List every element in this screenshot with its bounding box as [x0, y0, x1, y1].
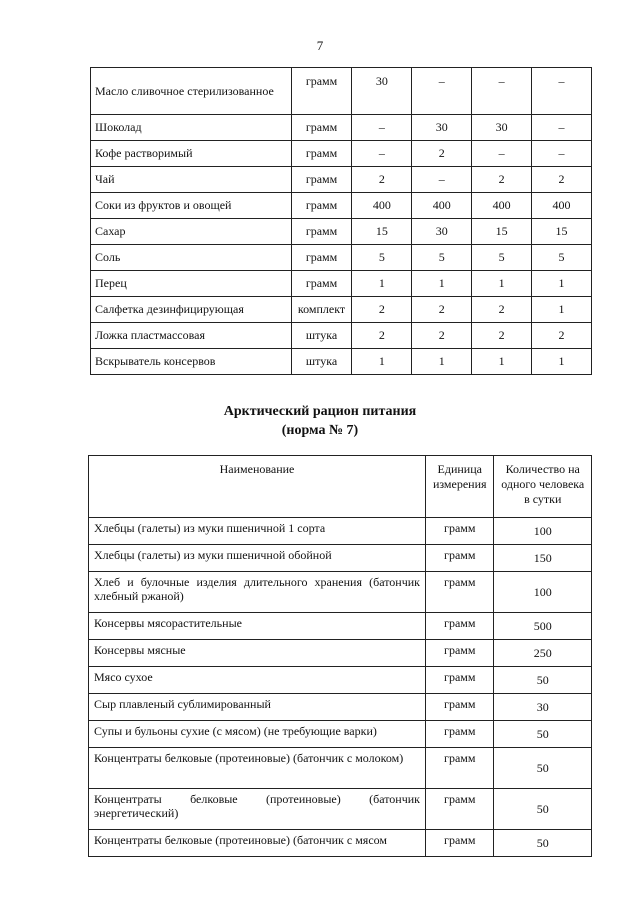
item-quantity: 2 [352, 167, 412, 193]
table-row [91, 349, 592, 375]
table-row [89, 748, 592, 789]
item-quantity: 100 [494, 518, 592, 545]
item-quantity: 5 [412, 245, 472, 271]
item-quantity: 1 [352, 271, 412, 297]
item-quantity: 2 [412, 297, 472, 323]
item-unit: штука [291, 323, 352, 349]
header-qty: Количество на одного человека в сутки [494, 456, 592, 518]
item-quantity: 15 [352, 219, 412, 245]
item-quantity: 2 [472, 167, 532, 193]
item-quantity: 5 [472, 245, 532, 271]
item-name: Салфетка дезинфицирующая [91, 297, 292, 323]
item-quantity: 400 [532, 193, 592, 219]
item-quantity: 2 [352, 323, 412, 349]
item-quantity: 15 [472, 219, 532, 245]
item-unit: грамм [426, 721, 494, 748]
item-quantity: 400 [412, 193, 472, 219]
item-unit: грамм [291, 68, 352, 115]
arctic-ration-table [88, 455, 592, 857]
provisions-table-continued [90, 67, 592, 375]
item-quantity: – [352, 115, 412, 141]
item-quantity: 1 [532, 349, 592, 375]
table-row [91, 141, 592, 167]
item-quantity: 50 [494, 721, 592, 748]
item-unit: грамм [426, 640, 494, 667]
table-row [89, 640, 592, 667]
header-unit: Единица измерения [426, 456, 494, 518]
item-name: Вскрыватель консервов [91, 349, 292, 375]
table-row [91, 323, 592, 349]
item-name: Супы и бульоны сухие (с мясом) (не требующие варки) [89, 721, 426, 748]
table-row [89, 572, 592, 613]
item-quantity: 1 [472, 349, 532, 375]
item-quantity: 1 [412, 271, 472, 297]
item-quantity: 2 [412, 141, 472, 167]
item-name: Соки из фруктов и овощей [91, 193, 292, 219]
item-quantity: 400 [472, 193, 532, 219]
heading-norm-number: (норма № 7) [281, 423, 359, 438]
item-name: Концентраты белковые (протеиновые) (батончик с молоком) [89, 748, 426, 789]
table-row [91, 245, 592, 271]
section-heading [0, 402, 640, 440]
table-row [89, 789, 592, 830]
item-name: Мясо сухое [89, 667, 426, 694]
item-unit: грамм [426, 789, 494, 830]
item-unit: грамм [291, 167, 352, 193]
table-header-row [89, 456, 592, 518]
item-unit: грамм [426, 694, 494, 721]
item-quantity: 500 [494, 613, 592, 640]
item-quantity: 2 [532, 167, 592, 193]
table-row [89, 694, 592, 721]
item-quantity: 2 [472, 323, 532, 349]
item-quantity: 30 [412, 219, 472, 245]
item-unit: грамм [291, 141, 352, 167]
heading-title: Арктический рацион питания [223, 404, 417, 419]
item-name: Кофе растворимый [91, 141, 292, 167]
table-row [91, 193, 592, 219]
item-name: Чай [91, 167, 292, 193]
item-quantity: 2 [532, 323, 592, 349]
item-name: Концентраты белковые (протеиновые) (батончик с мясом [89, 830, 426, 857]
table-row [89, 613, 592, 640]
item-name: Консервы мясные [89, 640, 426, 667]
table-row [89, 667, 592, 694]
item-unit: грамм [291, 115, 352, 141]
item-unit: штука [291, 349, 352, 375]
item-quantity: 5 [532, 245, 592, 271]
item-name: Хлеб и булочные изделия длительного хранения (батончик хлебный ржаной) [89, 572, 426, 613]
item-quantity: 100 [494, 572, 592, 613]
item-name: Масло сливочное стерилизованное [91, 68, 292, 115]
item-quantity: 1 [352, 349, 412, 375]
item-quantity: 50 [494, 830, 592, 857]
table-row [89, 518, 592, 545]
item-name: Хлебцы (галеты) из муки пшеничной 1 сорта [89, 518, 426, 545]
item-quantity: 30 [494, 694, 592, 721]
item-unit: грамм [426, 830, 494, 857]
item-quantity: 50 [494, 789, 592, 830]
item-quantity: 5 [352, 245, 412, 271]
item-name: Ложка пластмассовая [91, 323, 292, 349]
item-unit: комплект [291, 297, 352, 323]
table-row [91, 167, 592, 193]
item-quantity: 1 [532, 271, 592, 297]
item-quantity: 30 [412, 115, 472, 141]
item-quantity: 2 [352, 297, 412, 323]
item-quantity: 1 [472, 271, 532, 297]
item-quantity: – [532, 115, 592, 141]
item-quantity: 2 [472, 297, 532, 323]
item-unit: грамм [426, 667, 494, 694]
table-row [91, 68, 592, 115]
item-quantity: – [412, 68, 472, 115]
item-quantity: – [532, 141, 592, 167]
table-row [91, 271, 592, 297]
item-quantity: 150 [494, 545, 592, 572]
item-quantity: 2 [412, 323, 472, 349]
item-quantity: 400 [352, 193, 412, 219]
item-name: Шоколад [91, 115, 292, 141]
page-number: 7 [316, 38, 324, 53]
table-row [91, 297, 592, 323]
item-name: Сыр плавленый сублимированный [89, 694, 426, 721]
item-quantity: – [472, 68, 532, 115]
table-row [89, 830, 592, 857]
item-unit: грамм [426, 748, 494, 789]
item-quantity: 50 [494, 748, 592, 789]
item-quantity: 250 [494, 640, 592, 667]
table-row [89, 545, 592, 572]
item-name: Концентраты белковые (протеиновые) (батончик энергетический) [89, 789, 426, 830]
item-unit: грамм [291, 245, 352, 271]
item-name: Перец [91, 271, 292, 297]
item-unit: грамм [291, 193, 352, 219]
item-quantity: – [412, 167, 472, 193]
item-unit: грамм [291, 271, 352, 297]
item-unit: грамм [426, 518, 494, 545]
item-name: Консервы мясорастительные [89, 613, 426, 640]
table-row [89, 721, 592, 748]
item-unit: грамм [426, 613, 494, 640]
item-quantity: – [352, 141, 412, 167]
item-name: Сахар [91, 219, 292, 245]
table-row [91, 219, 592, 245]
item-quantity: 1 [532, 297, 592, 323]
item-quantity: 50 [494, 667, 592, 694]
item-quantity: – [472, 141, 532, 167]
header-name: Наименование [89, 456, 426, 518]
item-name: Соль [91, 245, 292, 271]
item-name: Хлебцы (галеты) из муки пшеничной обойной [89, 545, 426, 572]
table-row [91, 115, 592, 141]
item-quantity: – [532, 68, 592, 115]
item-quantity: 15 [532, 219, 592, 245]
item-unit: грамм [291, 219, 352, 245]
item-unit: грамм [426, 572, 494, 613]
item-quantity: 1 [412, 349, 472, 375]
item-quantity: 30 [472, 115, 532, 141]
item-quantity: 30 [352, 68, 412, 115]
item-unit: грамм [426, 545, 494, 572]
